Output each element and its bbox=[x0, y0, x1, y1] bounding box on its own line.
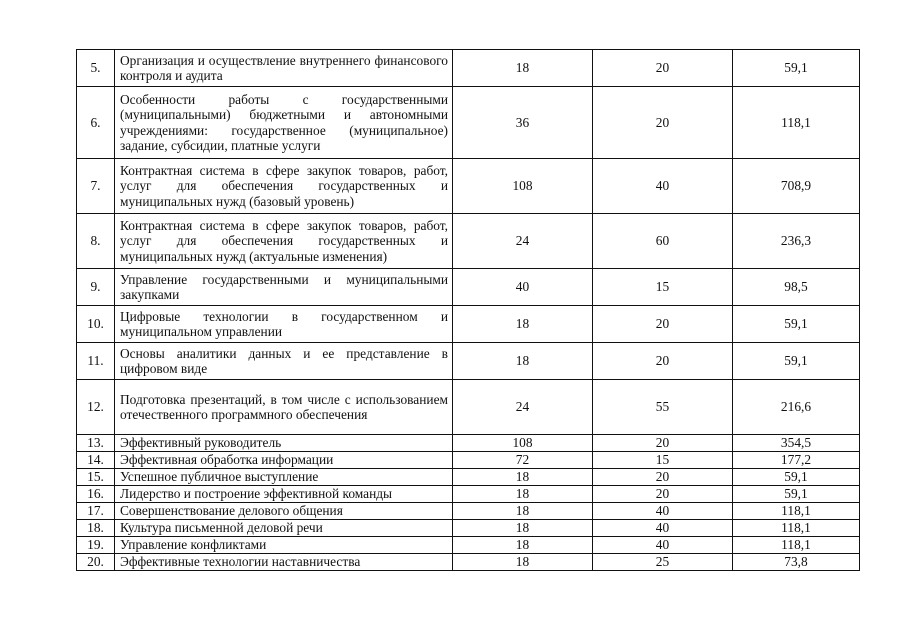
row-number: 8. bbox=[77, 214, 115, 269]
row-number: 13. bbox=[77, 435, 115, 452]
row-number: 10. bbox=[77, 306, 115, 343]
table-row bbox=[77, 87, 860, 159]
value-cost: 118,1 bbox=[733, 503, 860, 520]
value-participants: 20 bbox=[593, 435, 733, 452]
value-hours: 108 bbox=[453, 435, 593, 452]
value-participants: 20 bbox=[593, 87, 733, 159]
row-number: 15. bbox=[77, 469, 115, 486]
course-name: Управление государственными и муниципальными закупками bbox=[115, 269, 453, 306]
value-cost: 354,5 bbox=[733, 435, 860, 452]
course-name: Эффективный руководитель bbox=[115, 435, 453, 452]
value-cost: 98,5 bbox=[733, 269, 860, 306]
value-cost: 59,1 bbox=[733, 306, 860, 343]
value-cost: 59,1 bbox=[733, 50, 860, 87]
course-name: Цифровые технологии в государственном и муниципальном управлении bbox=[115, 306, 453, 343]
value-hours: 18 bbox=[453, 537, 593, 554]
value-participants: 20 bbox=[593, 306, 733, 343]
table-row bbox=[77, 159, 860, 214]
table-row bbox=[77, 452, 860, 469]
row-number: 17. bbox=[77, 503, 115, 520]
course-name: Организация и осуществление внутреннего финансового контроля и аудита bbox=[115, 50, 453, 87]
table-row bbox=[77, 380, 860, 435]
table-row bbox=[77, 343, 860, 380]
row-number: 18. bbox=[77, 520, 115, 537]
value-hours: 18 bbox=[453, 469, 593, 486]
row-number: 11. bbox=[77, 343, 115, 380]
value-cost: 216,6 bbox=[733, 380, 860, 435]
table-body bbox=[77, 50, 860, 571]
table-row bbox=[77, 486, 860, 503]
value-cost: 59,1 bbox=[733, 343, 860, 380]
value-participants: 15 bbox=[593, 269, 733, 306]
row-number: 7. bbox=[77, 159, 115, 214]
table-row bbox=[77, 50, 860, 87]
table-row bbox=[77, 520, 860, 537]
course-name: Культура письменной деловой речи bbox=[115, 520, 453, 537]
value-participants: 40 bbox=[593, 537, 733, 554]
value-cost: 59,1 bbox=[733, 469, 860, 486]
value-hours: 24 bbox=[453, 380, 593, 435]
value-participants: 40 bbox=[593, 520, 733, 537]
value-cost: 708,9 bbox=[733, 159, 860, 214]
row-number: 12. bbox=[77, 380, 115, 435]
value-participants: 40 bbox=[593, 159, 733, 214]
value-participants: 20 bbox=[593, 50, 733, 87]
value-hours: 18 bbox=[453, 343, 593, 380]
value-hours: 36 bbox=[453, 87, 593, 159]
table-row bbox=[77, 214, 860, 269]
table-row bbox=[77, 503, 860, 520]
value-participants: 20 bbox=[593, 469, 733, 486]
value-hours: 72 bbox=[453, 452, 593, 469]
value-hours: 24 bbox=[453, 214, 593, 269]
course-name: Успешное публичное выступление bbox=[115, 469, 453, 486]
row-number: 6. bbox=[77, 87, 115, 159]
table-row bbox=[77, 469, 860, 486]
course-name: Эффективная обработка информации bbox=[115, 452, 453, 469]
value-participants: 60 bbox=[593, 214, 733, 269]
row-number: 16. bbox=[77, 486, 115, 503]
course-name: Эффективные технологии наставничества bbox=[115, 554, 453, 571]
table-row bbox=[77, 435, 860, 452]
value-hours: 18 bbox=[453, 306, 593, 343]
table-row bbox=[77, 269, 860, 306]
value-hours: 18 bbox=[453, 554, 593, 571]
table-row bbox=[77, 537, 860, 554]
value-hours: 18 bbox=[453, 503, 593, 520]
value-participants: 20 bbox=[593, 486, 733, 503]
table-row bbox=[77, 306, 860, 343]
value-participants: 40 bbox=[593, 503, 733, 520]
value-participants: 20 bbox=[593, 343, 733, 380]
value-hours: 108 bbox=[453, 159, 593, 214]
row-number: 19. bbox=[77, 537, 115, 554]
table-row bbox=[77, 554, 860, 571]
value-cost: 118,1 bbox=[733, 537, 860, 554]
row-number: 9. bbox=[77, 269, 115, 306]
course-name: Особенности работы с государственными (муниципальными) бюджетными и автономными учреждениями: государственное (муниципальное) задание, субсидии, платные услуги bbox=[115, 87, 453, 159]
course-name: Подготовка презентаций, в том числе с использованием отечественного программного обеспечения bbox=[115, 380, 453, 435]
course-name: Управление конфликтами bbox=[115, 537, 453, 554]
course-name: Совершенствование делового общения bbox=[115, 503, 453, 520]
value-hours: 18 bbox=[453, 520, 593, 537]
value-hours: 18 bbox=[453, 486, 593, 503]
value-hours: 18 bbox=[453, 50, 593, 87]
value-participants: 15 bbox=[593, 452, 733, 469]
row-number: 5. bbox=[77, 50, 115, 87]
value-cost: 73,8 bbox=[733, 554, 860, 571]
row-number: 20. bbox=[77, 554, 115, 571]
value-participants: 25 bbox=[593, 554, 733, 571]
courses-table bbox=[76, 49, 860, 571]
value-cost: 236,3 bbox=[733, 214, 860, 269]
value-cost: 59,1 bbox=[733, 486, 860, 503]
value-cost: 118,1 bbox=[733, 87, 860, 159]
value-participants: 55 bbox=[593, 380, 733, 435]
row-number: 14. bbox=[77, 452, 115, 469]
course-name: Контрактная система в сфере закупок товаров, работ, услуг для обеспечения государственных и муниципальных нужд (актуальные изменения) bbox=[115, 214, 453, 269]
course-name: Контрактная система в сфере закупок товаров, работ, услуг для обеспечения государственных и муниципальных нужд (базовый уровень) bbox=[115, 159, 453, 214]
value-hours: 40 bbox=[453, 269, 593, 306]
value-cost: 118,1 bbox=[733, 520, 860, 537]
course-name: Основы аналитики данных и ее представление в цифровом виде bbox=[115, 343, 453, 380]
course-name: Лидерство и построение эффективной команды bbox=[115, 486, 453, 503]
value-cost: 177,2 bbox=[733, 452, 860, 469]
